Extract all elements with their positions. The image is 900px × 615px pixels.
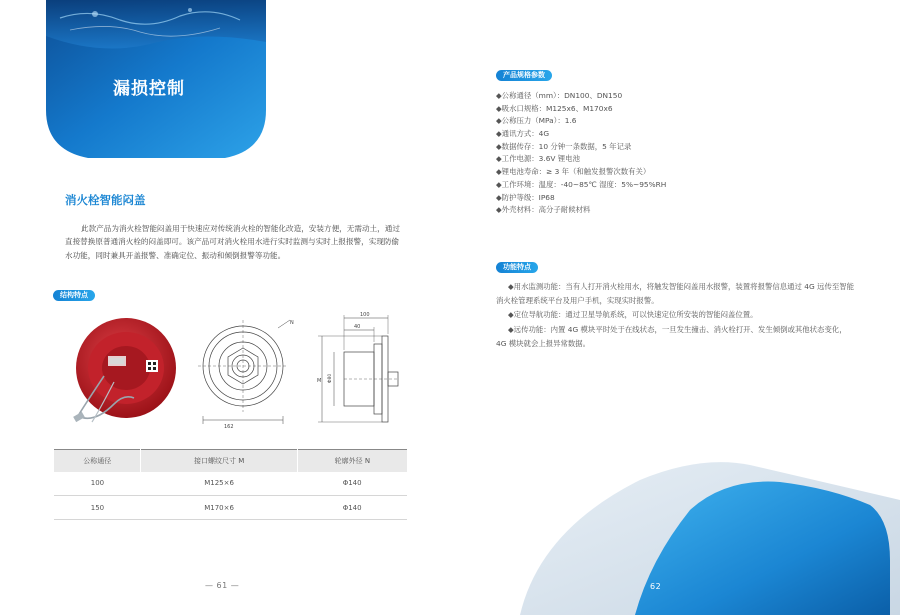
list-item: ◆防护等级：IP68 <box>496 192 555 202</box>
table-header-cell: 轮廓外径 N <box>297 450 407 472</box>
product-figures <box>50 310 410 435</box>
page-header-title: 漏损控制 <box>113 79 185 99</box>
front-n-label: N <box>290 320 294 326</box>
table-cell: M170×6 <box>141 496 297 520</box>
function-item: ◆用水监测功能：当有人打开消火栓用水，将触发智能闷盖用水报警，装置将报警信息通过 4G 远传至智能消火栓管理系统平台及用户手机，实现实时报警。 <box>496 282 855 306</box>
list-item: ◆吸水口规格：M125x6、M170x6 <box>496 103 613 113</box>
list-item: ◆外壳材料：高分子耐候材料 <box>496 205 591 215</box>
section-title: 消火栓智能闷盖 <box>65 193 146 207</box>
table-cell: 100 <box>54 472 141 496</box>
right-page-number: 62 <box>650 582 662 591</box>
right-page <box>450 0 900 615</box>
spec-pill: 产品规格参数 <box>496 70 552 81</box>
table-row <box>54 496 407 520</box>
side-top-dim: 100 <box>360 312 370 318</box>
side-view-drawing <box>302 310 412 435</box>
table-header-row <box>54 450 407 472</box>
list-item: ◆数据传存：10 分钟一条数据，5 年记录 <box>496 141 632 151</box>
list-item: ◆工作环境：温度：-40~85℃ 湿度：5%~95%RH <box>496 179 667 189</box>
spec-table <box>54 449 407 520</box>
function-item: ◆定位导航功能：通过卫星导航系统，可以快速定位所安装的智能闷盖位置。 <box>508 310 758 320</box>
intro-paragraph: 此款产品为消火栓智能闷盖用于快速应对传统消火栓的智能化改造，安装方便，无需动土，通过直接替换原普通消火栓的闷盖即可。该产品可对消火栓用水进行实时监测与实时上报报警，实现防偷水功能，同时兼具开盖报警、准确定位、振动和倾倒报警等功能。 <box>65 224 400 260</box>
table-cell: Φ140 <box>297 496 407 520</box>
side-m-label: M <box>317 378 322 384</box>
table-header-cell: 公称通径 <box>54 450 141 472</box>
structure-pill: 结构特点 <box>53 290 95 301</box>
table-header-cell: 接口螺纹尺寸 M <box>141 450 297 472</box>
spec-list <box>496 90 666 217</box>
function-item: ◆远传功能：内置 4G 模块平时处于在线状态，一旦发生撞击、消火栓打开、发生倾倒或其他状态变化，4G 模块就会上报异常数据。 <box>496 324 847 348</box>
table-cell: M125×6 <box>141 472 297 496</box>
list-item: ◆锂电池寿命：≥ 3 年（和触发报警次数有关） <box>496 167 651 177</box>
front-bottom-dim: 162 <box>224 424 234 430</box>
function-list <box>496 280 856 351</box>
left-page-number: — 61 — <box>205 581 240 590</box>
function-pill: 功能特点 <box>496 262 538 273</box>
table-cell: Φ140 <box>297 472 407 496</box>
table-row <box>54 472 407 496</box>
list-item: ◆公称压力（MPa）：1.6 <box>496 116 577 126</box>
list-item: ◆公称通径（mm）：DN100、DN150 <box>496 91 623 100</box>
side-depth-dim: 40 <box>354 324 361 330</box>
side-phi-label: Φ80 <box>328 373 333 383</box>
list-item: ◆工作电源：3.6V 锂电池 <box>496 154 580 164</box>
table-cell: 150 <box>54 496 141 520</box>
front-view-drawing <box>198 318 298 430</box>
product-photo <box>64 316 184 431</box>
list-item: ◆通讯方式：4G <box>496 129 550 139</box>
